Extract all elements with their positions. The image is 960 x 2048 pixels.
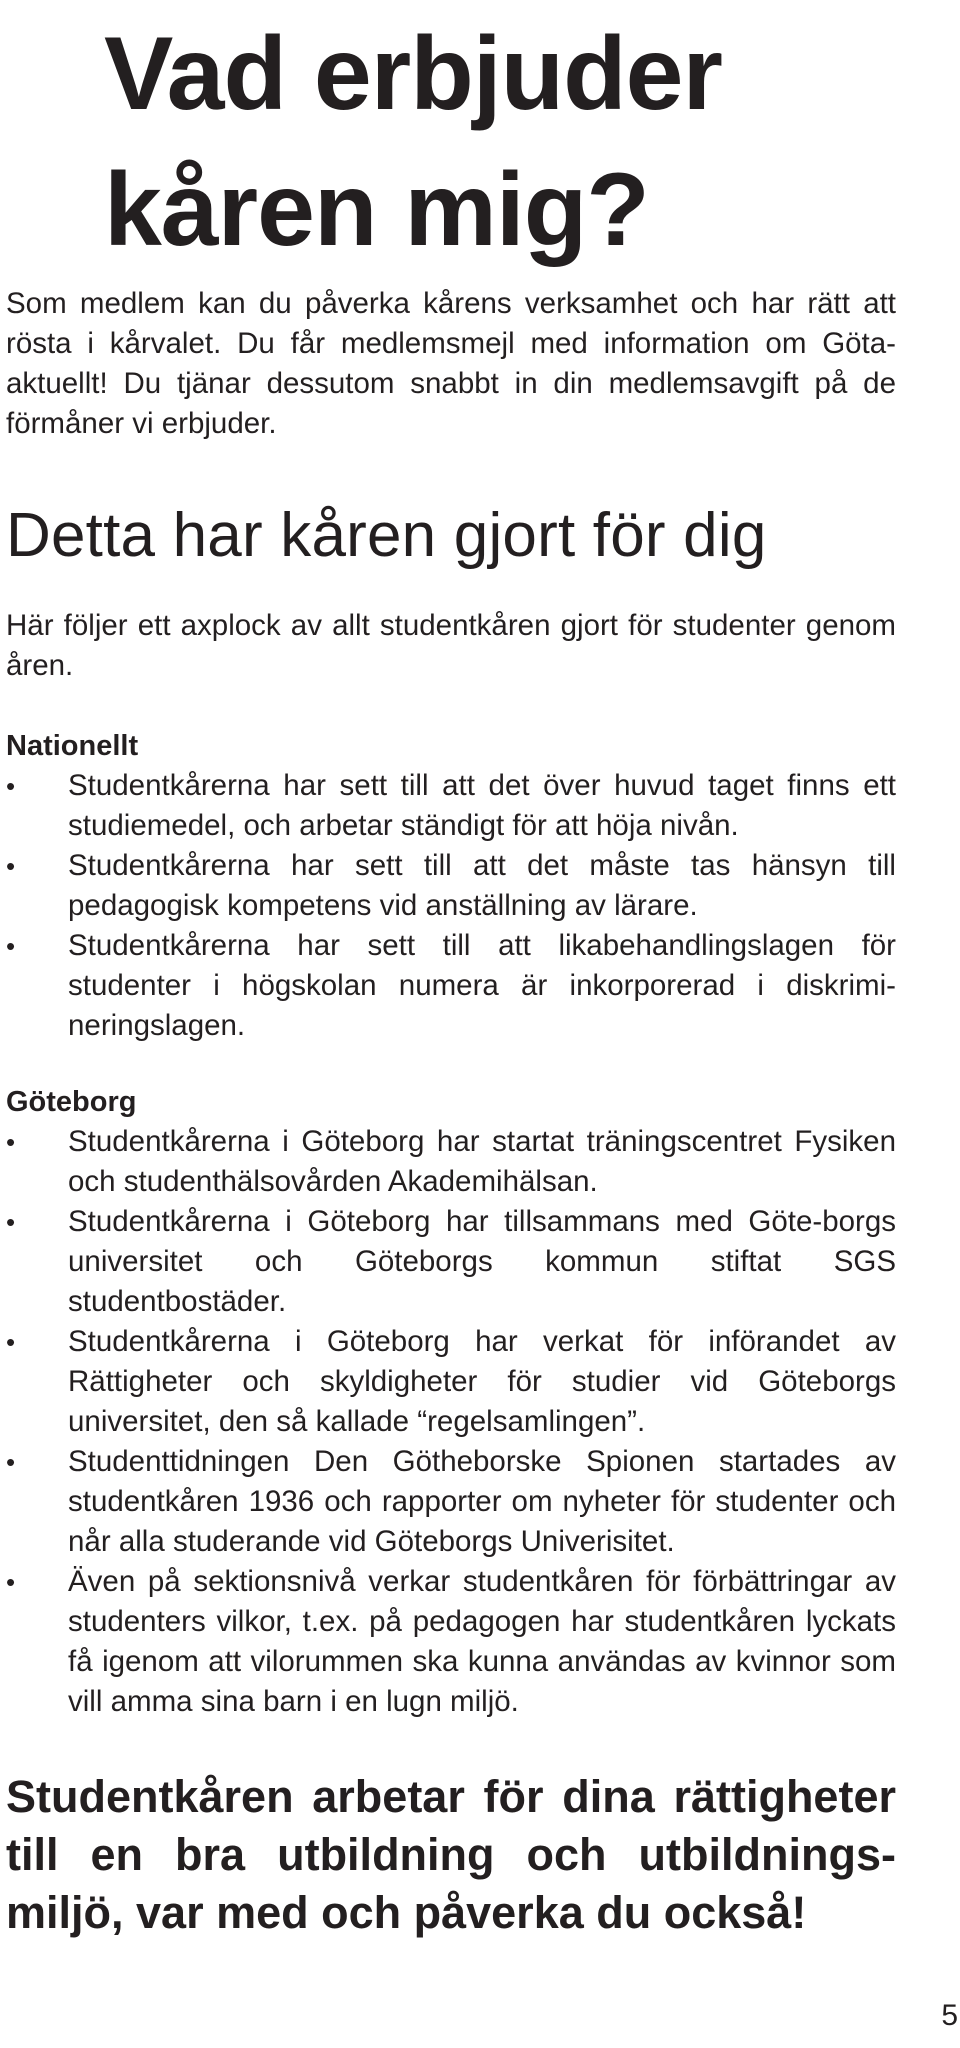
group-heading: Nationellt <box>6 730 139 762</box>
bullet-icon: • <box>6 1207 16 1237</box>
list-item-text: Studentkårerna har sett till att det måste tas hänsyn till pedagogisk kompetens vid anställning av lärare. <box>68 849 896 922</box>
list-item-text: Även på sektionsnivå verkar studentkåren för förbättringar av studenters vilkor, t.ex. på pedagogen har studentkåren lyckats få igenom att vilorummen ska kunna användas av kvinnor som vill amma sina barn i en lugn miljö. <box>68 1565 896 1718</box>
lead-paragraph: Här följer ett axplock av allt studentkåren gjort för studenter genom åren. <box>6 609 896 682</box>
list-item <box>6 926 896 1046</box>
bullet-list <box>6 1122 896 1722</box>
list-item <box>6 766 896 846</box>
bullet-list <box>6 766 896 1046</box>
list-item <box>6 1122 896 1202</box>
page-title-line-2: kåren mig? <box>104 152 649 268</box>
list-item <box>6 1322 896 1442</box>
group-goteborg <box>6 1082 896 1722</box>
group-heading: Göteborg <box>6 1086 137 1118</box>
bullet-icon: • <box>6 931 16 961</box>
list-item-text: Studentkårerna har sett till att det över huvud taget finns ett studiemedel, och arbetar ständigt för att höja nivån. <box>68 769 896 842</box>
bullet-icon: • <box>6 771 16 801</box>
page-title <box>104 6 944 278</box>
list-item-text: Studentkårerna har sett till att likabehandlingslagen för studenter i högskolan numera är inkorporerad i diskrimi-neringslagen. <box>68 929 896 1042</box>
section-title: Detta har kåren gjort för dig <box>6 501 767 570</box>
bullet-icon: • <box>6 1567 16 1597</box>
closing-statement: Studentkåren arbetar för dina rättigheter till en bra utbildning och utbildnings-miljö, var med och påverka du också! <box>6 1771 896 1938</box>
bullet-icon: • <box>6 1447 16 1477</box>
list-item-text: Studentkårerna i Göteborg har startat träningscentret Fysiken och studenthälsovården Akademihälsan. <box>68 1125 896 1198</box>
list-item-text: Studenttidningen Den Götheborske Spionen startades av studentkåren 1936 och rapporter om nyheter för studenter och når alla studerande vid Göteborgs Univerisitet. <box>68 1445 896 1558</box>
bullet-icon: • <box>6 1127 16 1157</box>
list-item <box>6 1442 896 1562</box>
group-nationellt <box>6 726 896 1046</box>
list-item-text: Studentkårerna i Göteborg har tillsammans med Göte-borgs universitet och Göteborgs kommun stiftat SGS studentbostäder. <box>68 1205 896 1318</box>
list-item-text: Studentkårerna i Göteborg har verkat för införandet av Rättigheter och skyldigheter för studier vid Göteborgs universitet, den så kallade “regelsamlingen”. <box>68 1325 896 1438</box>
list-item <box>6 1202 896 1322</box>
list-item <box>6 1562 896 1722</box>
page-number: 5 <box>941 1999 958 2032</box>
page-title-line-1: Vad erbjuder <box>104 16 722 132</box>
list-item <box>6 846 896 926</box>
bullet-icon: • <box>6 851 16 881</box>
intro-paragraph: Som medlem kan du påverka kårens verksamhet och har rätt att rösta i kårvalet. Du får medlemsmejl med information om Göta-aktuellt! Du tjänar dessutom snabbt in din medlemsavgift på de förmåner vi erbjuder. <box>6 287 896 440</box>
bullet-icon: • <box>6 1327 16 1357</box>
